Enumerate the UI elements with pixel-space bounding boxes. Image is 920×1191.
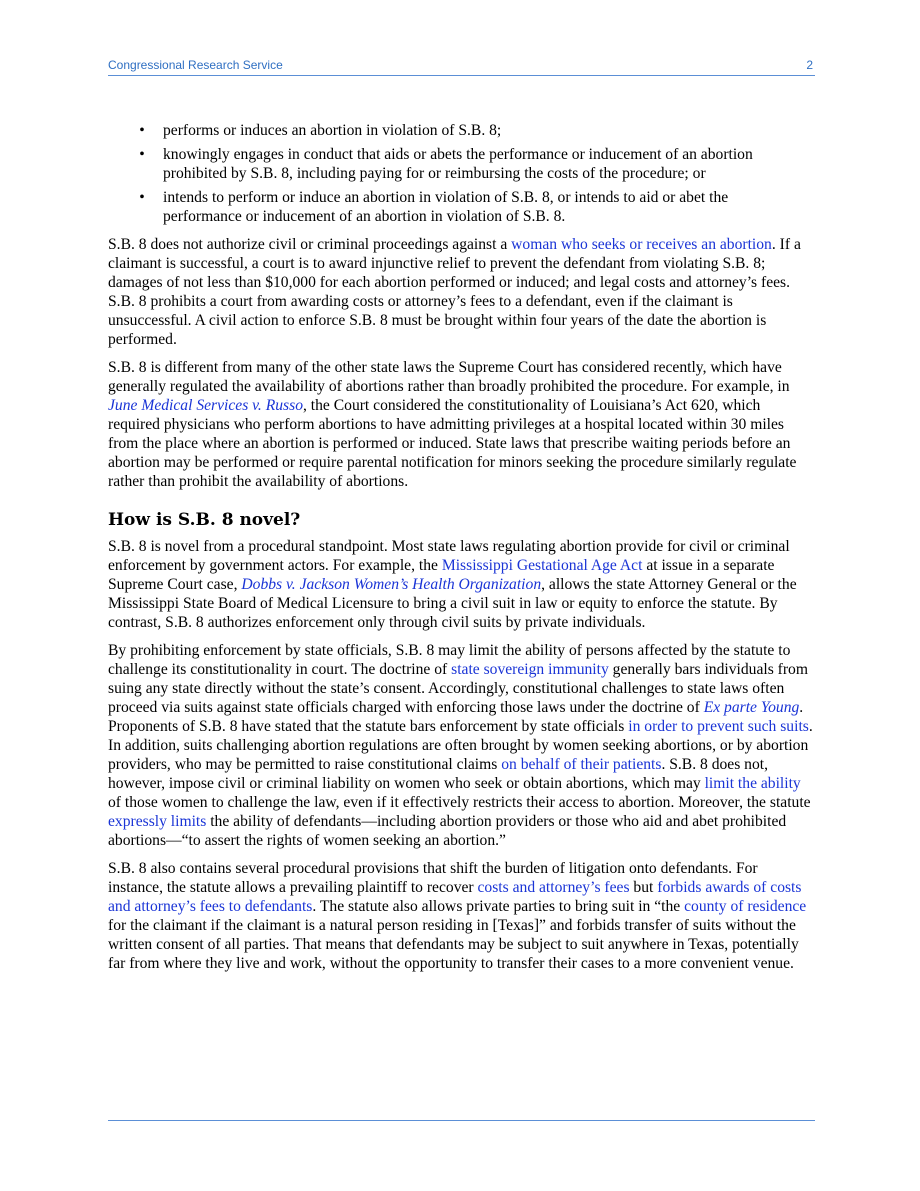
link-sovereign-immunity[interactable]: state sovereign immunity — [451, 661, 609, 678]
page-number: 2 — [806, 58, 813, 72]
link-dobbs[interactable]: Dobbs v. Jackson Women’s Health Organization — [241, 576, 542, 593]
link-limit-ability[interactable]: limit the ability — [704, 775, 801, 792]
link-ex-parte-young[interactable]: Ex parte Young — [703, 699, 800, 716]
link-june-medical[interactable]: June Medical Services v. Russo — [108, 397, 303, 414]
paragraph-comparison: S.B. 8 is different from many of the other state laws the Supreme Court has considered recently, which have generally regulated the availability of abortions rather than broadly prohibited the procedure. For example, in June Medical Services v. Russo, the Court considered the constitutionality of Louisiana’s Act 620, which required physicians who perform abortions to have admitting privileges at a hospital located within 30 miles from the place where an abortion is performed or induced. State laws that prescribe waiting periods before an abortion may be performed or require parental notification for minors seeking the procedure similarly regulate rather than prohibit the availability of abortions. — [108, 359, 797, 490]
header-title: Congressional Research Service — [108, 58, 283, 72]
link-expressly-limits[interactable]: expressly limits — [108, 813, 207, 830]
page-header — [108, 58, 813, 76]
list-item: • knowingly engages in conduct that aids or abets the performance or inducement of an abortion prohibited by S.B. 8, including paying for or reimbursing the costs of the procedure; or — [108, 145, 815, 183]
link-forbids-awards[interactable]: forbids awards of costs and attorney’s fees to defendants — [108, 879, 802, 915]
link-behalf-patients[interactable]: on behalf of their patients — [501, 756, 662, 773]
paragraph-novel: S.B. 8 is novel from a procedural standpoint. Most state laws regulating abortion provide for civil or criminal enforcement by government actors. For example, the Mississippi Gestational Age Act at issue in a separate Supreme Court case, Dobbs v. Jackson Women’s Health Organization, allows the state Attorney General or the Mississippi State Board of Medical Licensure to bring a civil suit in law or equity to enforce the statute. By contrast, S.B. 8 authorizes enforcement only through civil suits by private individuals. — [108, 538, 797, 631]
paragraph-procedural: S.B. 8 also contains several procedural provisions that shift the burden of litigation onto defendants. For instance, the statute allows a prevailing plaintiff to recover costs and attorney’s fees but forbids awards of costs and attorney’s fees to defendants. The statute also allows private parties to bring suit in “the county of residence for the claimant if the claimant is a natural person residing in [Texas]” and forbids transfer of suits without the written consent of all parties. That means that defendants may be subject to suit anywhere in Texas, potentially far from where they live and work, without the opportunity to transfer their cases to a more convenient venue. — [108, 860, 807, 972]
list-item: • performs or induces an abortion in violation of S.B. 8; — [108, 121, 815, 140]
document-body — [108, 121, 815, 982]
paragraph-enforcement: By prohibiting enforcement by state officials, S.B. 8 may limit the ability of persons affected by the statute to challenge its constitutionality in court. The doctrine of state sovereign immunity generally bars individuals from suing any state directly without the state’s consent. Accordingly, constitutional challenges to state laws often proceed via suits against state officials charged with enforcing those laws under the doctrine of Ex parte Young. Proponents of S.B. 8 have stated that the statute bars enforcement by state officials in order to prevent such suits. In addition, suits challenging abortion regulations are often brought by women seeking abortions, or by abortion providers, who may be permitted to raise constitutional claims on behalf of their patients. S.B. 8 does not, however, impose civil or criminal liability on women who seek or obtain abortions, which may limit the ability of those women to challenge the law, even if it effectively restricts their access to abortion. Moreover, the statute expressly limits the ability of defendants—including abortion providers or those who aid and abet prohibited abortions—“to assert the rights of women seeking an abortion.” — [108, 642, 813, 849]
bullet-list — [108, 121, 815, 226]
footer-divider — [108, 1120, 815, 1121]
list-item: • intends to perform or induce an abortion in violation of S.B. 8, or intends to aid or abet the performance or inducement of an abortion in violation of S.B. 8. — [108, 188, 815, 226]
link-woman-who-seeks[interactable]: woman who seeks or receives an abortion — [511, 236, 772, 253]
header-divider — [108, 75, 815, 76]
link-prevent-suits[interactable]: in order to prevent such suits — [628, 718, 809, 735]
paragraph-remedies: S.B. 8 does not authorize civil or criminal proceedings against a woman who seeks or receives an abortion. If a claimant is successful, a court is to award injunctive relief to prevent the defendant from violating S.B. 8; damages of not less than $10,000 for each abortion performed or induced; and legal costs and attorney’s fees. S.B. 8 prohibits a court from awarding costs or attorney’s fees to a defendant, even if the claimant is unsuccessful. A civil action to enforce S.B. 8 must be brought within four years of the date the abortion is performed. — [108, 236, 801, 348]
bullet-icon: • — [139, 146, 145, 163]
bullet-icon: • — [139, 122, 145, 139]
bullet-icon: • — [139, 189, 145, 206]
link-county-residence[interactable]: county of residence — [684, 898, 807, 915]
section-heading: How is S.B. 8 novel? — [108, 510, 301, 530]
link-mississippi-act[interactable]: Mississippi Gestational Age Act — [441, 557, 643, 574]
link-costs-fees[interactable]: costs and attorney’s fees — [477, 879, 630, 896]
